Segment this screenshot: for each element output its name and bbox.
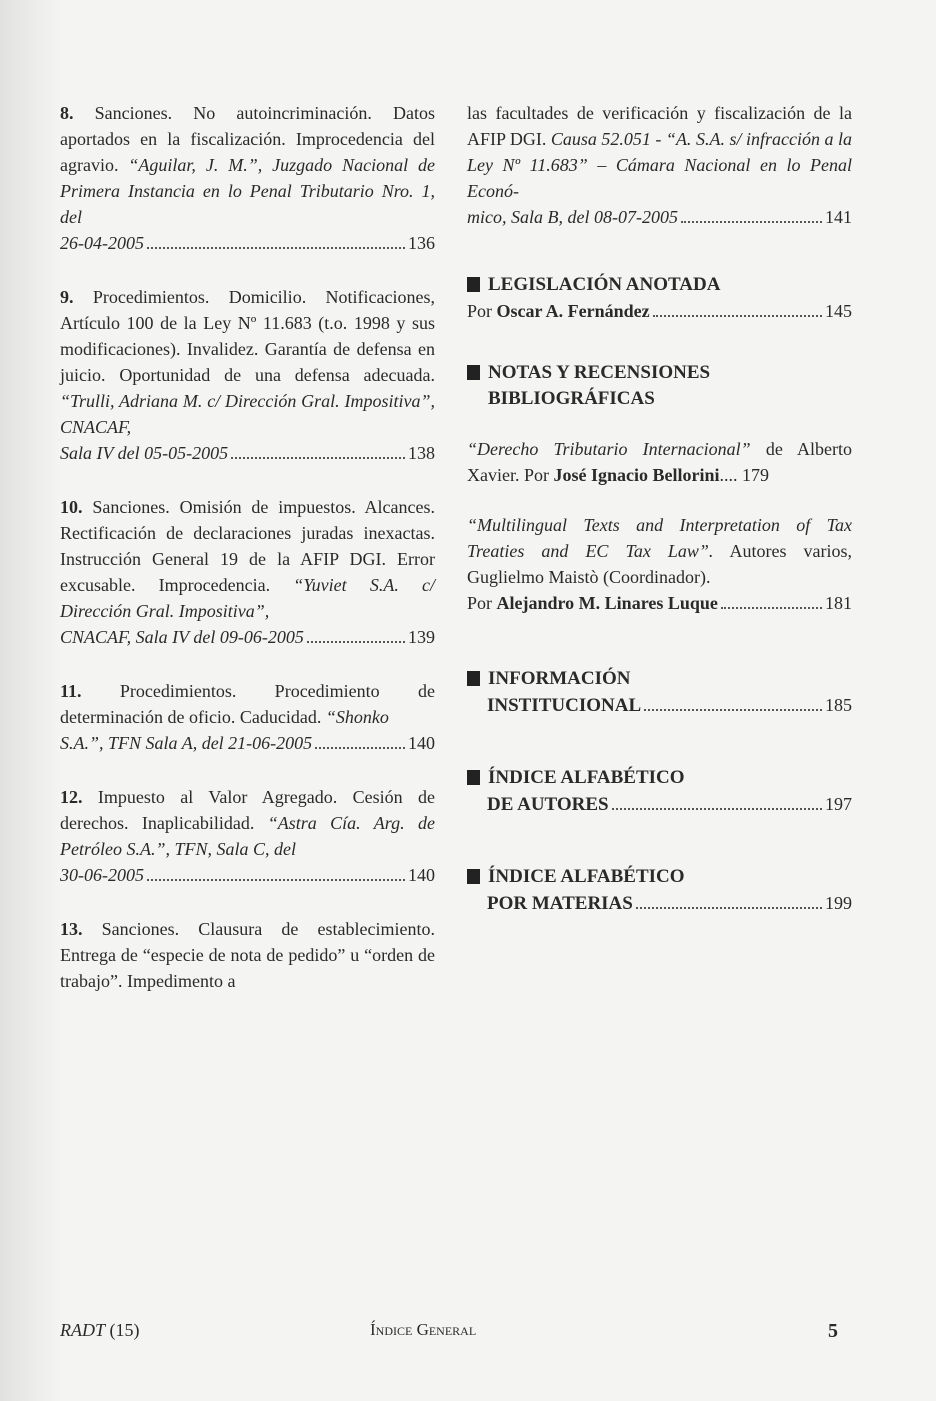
page-number: 197 <box>825 794 852 814</box>
author-line <box>467 590 718 616</box>
entry-number: 8. <box>60 103 74 123</box>
toc-entry-13-continuation[interactable] <box>467 100 852 230</box>
section-notas[interactable] <box>467 360 852 616</box>
dot-leader <box>636 907 822 909</box>
entry-number: 12. <box>60 787 83 807</box>
left-column <box>60 100 435 1022</box>
section-title-2: INSTITUCIONAL <box>487 695 642 716</box>
review-author: José Ignacio Bellorini <box>553 465 720 485</box>
review-entry-2[interactable] <box>467 512 852 616</box>
dot-leader <box>681 221 822 223</box>
journal-name: RADT <box>60 1320 105 1340</box>
review-title: “Multilingual Texts and Interpretation of Tax Treaties and EC Tax Law”. <box>467 515 852 561</box>
entry-case: “Yuviet S.A. c/ Dirección Gral. Impositiva”, <box>60 575 435 621</box>
toc-entry-9[interactable] <box>60 284 435 466</box>
section-title-2: POR MATERIAS <box>487 893 633 914</box>
section-heading <box>467 666 852 692</box>
journal-abbrev <box>60 1320 140 1341</box>
right-column <box>467 100 852 953</box>
toc-entry-8[interactable] <box>60 100 435 256</box>
section-legislacion[interactable] <box>467 272 852 324</box>
page-number: 140 <box>408 733 435 753</box>
by-label: Por <box>467 301 497 321</box>
toc-entry-13[interactable] <box>60 916 435 994</box>
section-title-block <box>488 360 710 412</box>
entry-text: las facultades de verificación y fiscalización de la AFIP DGI. <box>467 103 852 149</box>
dot-leader <box>721 607 822 609</box>
dot-leader <box>147 247 405 249</box>
review-title: “Derecho Tributario Internacional” <box>467 439 751 459</box>
page-number: 145 <box>825 301 852 321</box>
entry-case: Causa 52.051 - “A. S.A. s/ infracción a la Ley Nº 11.683” – Cámara Nacional en lo Penal Econó- <box>467 129 852 201</box>
page-number: 138 <box>408 443 435 463</box>
section-title: ÍNDICE ALFABÉTICO <box>488 866 685 887</box>
entry-case: “Astra Cía. Arg. de Petróleo S.A.”, TFN, Sala C, del <box>60 813 435 859</box>
section-heading <box>467 272 852 298</box>
review-text: Autores varios, Guglielmo Maistò (Coordinador). <box>467 541 853 587</box>
dot-leader: .... <box>719 465 738 485</box>
square-bullet-icon <box>467 277 480 292</box>
entry-case: “Aguilar, J. M.”, Juzgado Nacional de Primera Instancia en lo Penal Tributario Nro. 1, del <box>60 155 435 227</box>
entry-date: Sala IV del 05-05-2005 <box>60 443 229 463</box>
leader-line <box>60 440 435 466</box>
section-heading <box>467 765 852 791</box>
leader-line <box>467 298 852 324</box>
toc-entry-10[interactable] <box>60 494 435 650</box>
leader-line <box>467 890 852 917</box>
dot-leader <box>653 315 822 317</box>
leader-line <box>467 692 852 719</box>
entry-number: 13. <box>60 919 83 939</box>
square-bullet-icon <box>467 671 480 686</box>
leader-line <box>60 624 435 650</box>
entry-date: 30-06-2005 <box>60 865 144 885</box>
page-number: 181 <box>825 593 852 613</box>
leader-line <box>467 791 852 818</box>
page-number: 199 <box>825 893 852 913</box>
dot-leader <box>307 641 405 643</box>
author-line <box>467 298 650 324</box>
section-informacion[interactable] <box>467 666 852 719</box>
dot-leader <box>315 747 405 749</box>
entry-number: 11. <box>60 681 82 701</box>
section-title: INFORMACIÓN <box>488 668 631 689</box>
entry-number: 10. <box>60 497 83 517</box>
square-bullet-icon <box>467 365 480 380</box>
review-entry-1[interactable] <box>467 436 852 488</box>
section-heading <box>467 864 852 890</box>
entry-case: “Trulli, Adriana M. c/ Dirección Gral. Impositiva”, CNACAF, <box>60 391 435 437</box>
page-edge-shadow <box>0 0 60 1401</box>
dot-leader <box>231 457 405 459</box>
leader-line <box>60 730 435 756</box>
entry-date: 26-04-2005 <box>60 233 144 253</box>
dot-leader <box>147 879 405 881</box>
toc-entry-12[interactable] <box>60 784 435 888</box>
entry-text: Sanciones. Clausura de establecimiento. Entrega de “especie de nota de pedido” u “orden de trabajo”. Impedimento a <box>60 919 436 991</box>
entry-text: Impuesto al Valor Agregado. Cesión de derechos. Inaplicabilidad. <box>60 787 435 833</box>
section-title: ÍNDICE ALFABÉTICO <box>488 767 685 788</box>
entry-text: Procedimientos. Domicilio. Notificaciones, Artículo 100 de la Ley Nº 11.683 (t.o. 1998 y sus modificaciones). Invalidez. Garantía de defensa en juicio. Oportunidad de una defensa adecuada. <box>60 287 436 385</box>
page-number: 140 <box>408 865 435 885</box>
section-heading <box>467 360 852 412</box>
entry-number: 9. <box>60 287 74 307</box>
entry-date: mico, Sala B, del 08-07-2005 <box>467 207 678 227</box>
dot-leader <box>644 709 822 711</box>
review-text: de Alberto Xavier. Por <box>467 439 852 485</box>
by-label: Por <box>467 593 497 613</box>
leader-line <box>60 862 435 888</box>
entry-date: CNACAF, Sala IV del 09-06-2005 <box>60 627 304 647</box>
section-indice-materias[interactable] <box>467 864 852 917</box>
leader-line <box>467 590 852 616</box>
page-number: 185 <box>825 695 852 715</box>
page-number: 141 <box>825 207 852 227</box>
leader-line <box>467 204 852 230</box>
toc-entry-11[interactable] <box>60 678 435 756</box>
square-bullet-icon <box>467 770 480 785</box>
square-bullet-icon <box>467 869 480 884</box>
entry-text: Sanciones. Omisión de impuestos. Alcances. Rectificación de declaraciones juradas inexactas. Instrucción General 19 de la AFIP DGI. Error excusable. Improcedencia. <box>60 497 436 595</box>
entry-text: Procedimientos. Procedimiento de determinación de oficio. Caducidad. <box>60 681 435 727</box>
dot-leader <box>612 808 822 810</box>
running-header: Índice General <box>370 1320 477 1339</box>
section-title: LEGISLACIÓN ANOTADA <box>488 274 721 295</box>
entry-text: Sanciones. No autoincriminación. Datos aportados en la fiscalización. Improcedencia del agravio. <box>60 103 435 175</box>
section-title-2: DE AUTORES <box>487 794 609 815</box>
entry-case: “Shonko <box>325 707 389 727</box>
section-indice-autores[interactable] <box>467 765 852 818</box>
folio-number: 5 <box>828 1320 838 1342</box>
review-author: Alejandro M. Linares Luque <box>496 593 718 613</box>
author-name: Oscar A. Fernández <box>496 301 650 321</box>
section-title: NOTAS Y RECENSIONES <box>488 362 711 383</box>
page-number: 136 <box>408 233 435 253</box>
journal-issue: (15) <box>105 1320 140 1340</box>
leader-line <box>60 230 435 256</box>
page-number: 179 <box>741 465 769 485</box>
page-number: 139 <box>408 627 435 647</box>
section-title-2: BIBLIOGRÁFICAS <box>488 388 655 409</box>
entry-date: S.A.”, TFN Sala A, del 21-06-2005 <box>60 733 313 753</box>
